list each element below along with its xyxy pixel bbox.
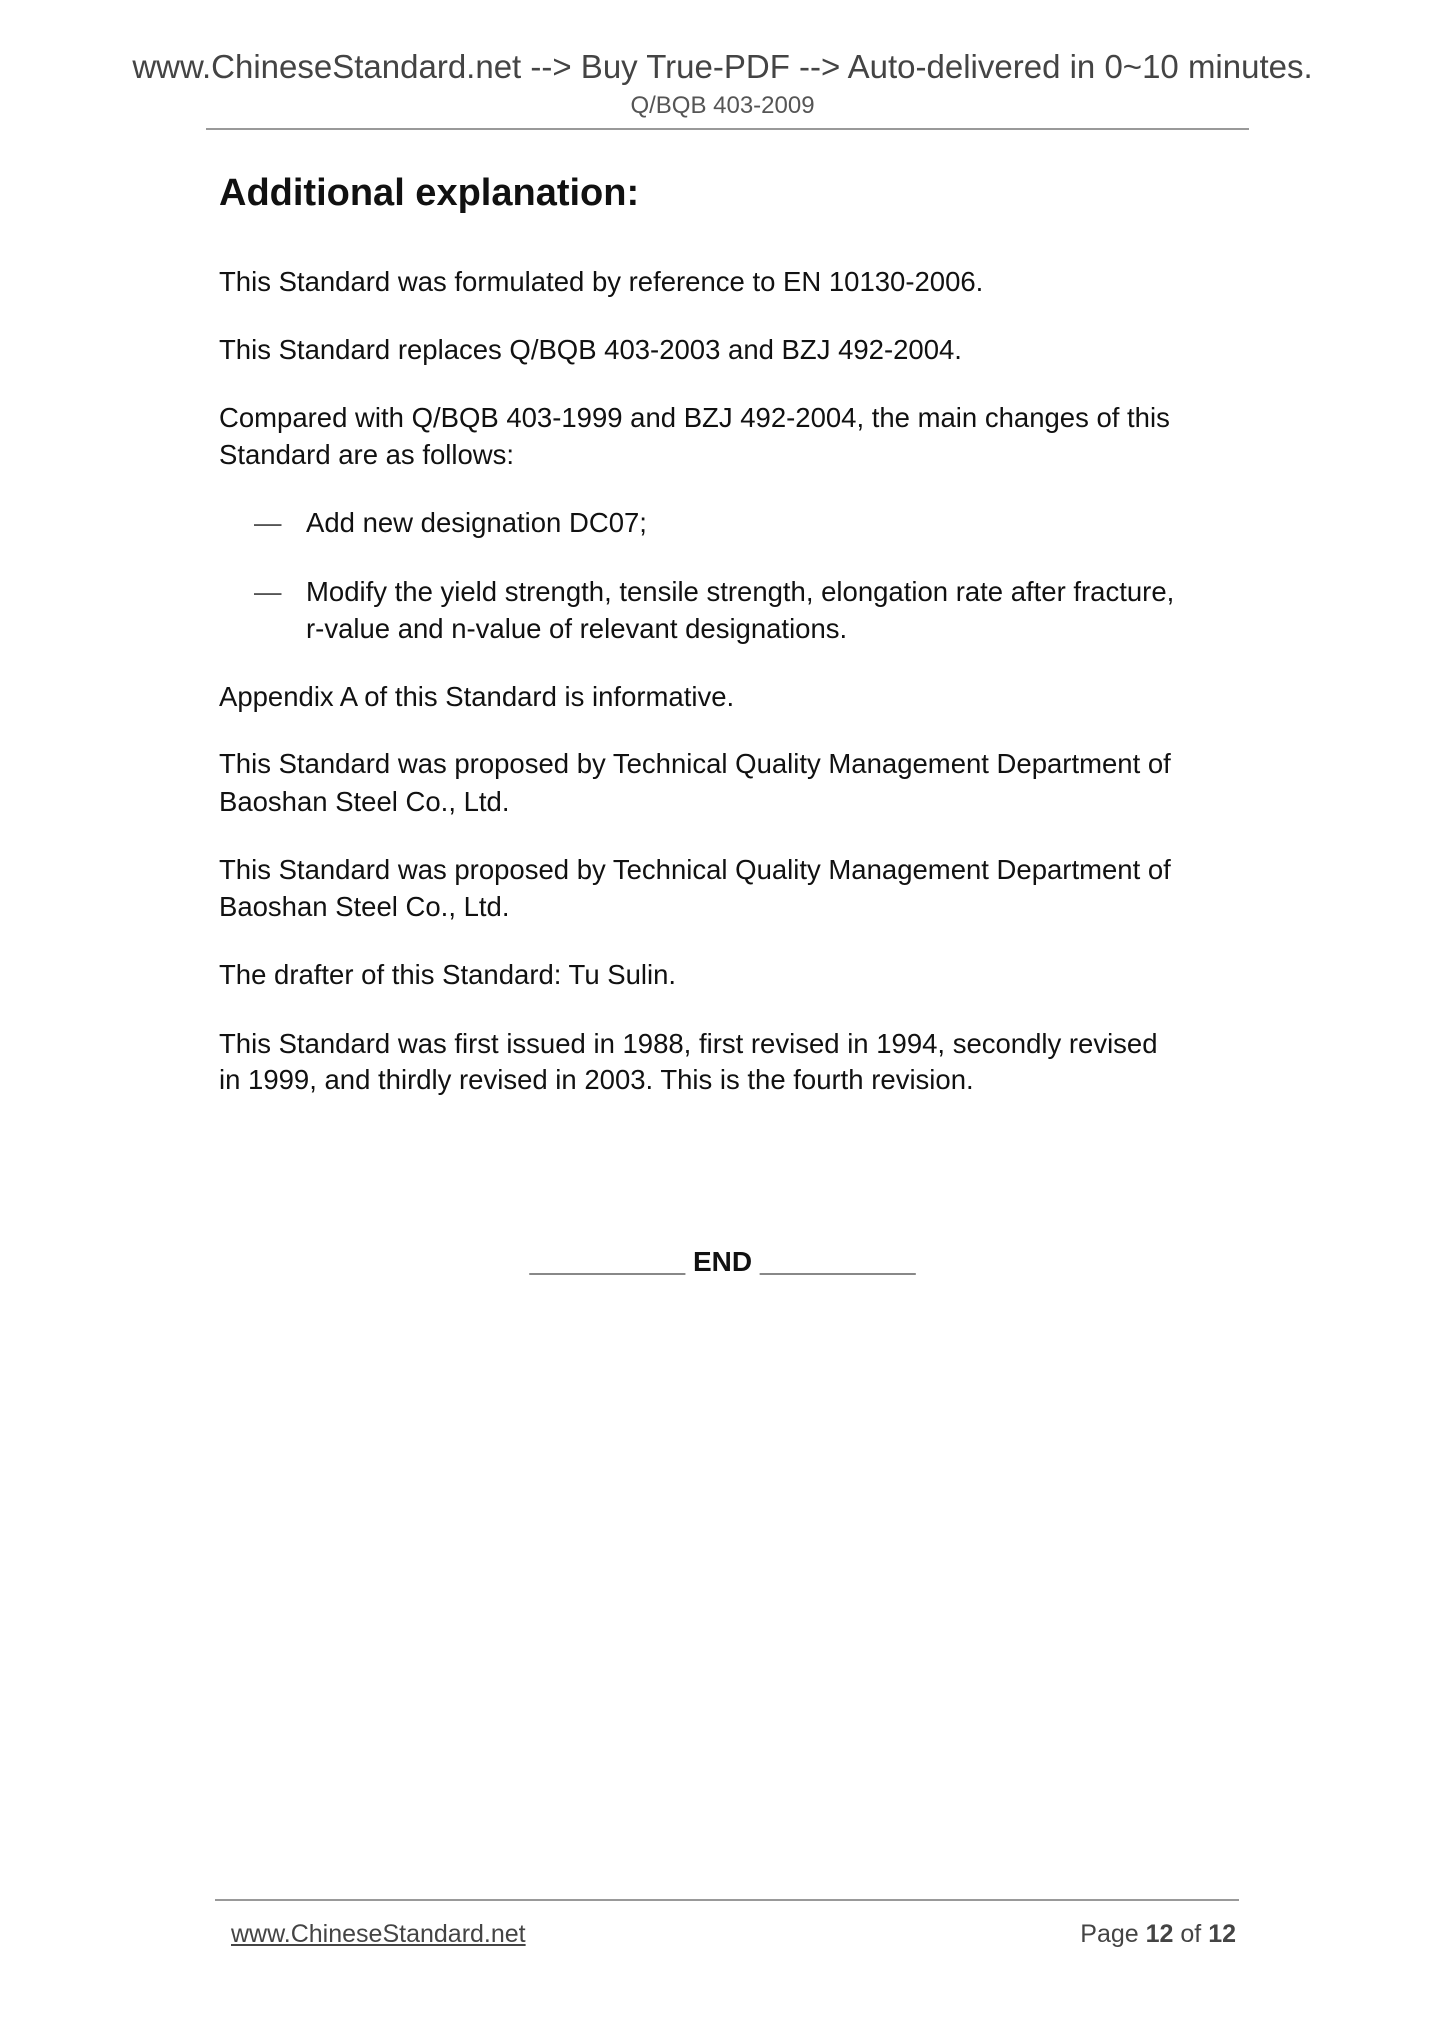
list-dash: — [254,507,282,538]
paragraph: Standard are as follows: [219,439,515,470]
page-number [1080,1920,1236,1949]
list-item: Add new designation DC07; [306,507,647,538]
current-page: 12 [1145,1920,1174,1948]
header-divider [206,128,1249,130]
list-item: Modify the yield strength, tensile strength, elongation rate after fracture, [306,576,1175,607]
header-banner: www.ChineseStandard.net --> Buy True-PDF --> Auto-delivered in 0~10 minutes. [132,48,1313,85]
paragraph: This Standard was proposed by Technical Quality Management Department of [219,854,1171,885]
document-code: Q/BQB 403-2009 [630,92,815,119]
paragraph: Baoshan Steel Co., Ltd. [219,891,510,922]
paragraph: This Standard was first issued in 1988, first revised in 1994, secondly revised [219,1028,1158,1059]
paragraph: This Standard was proposed by Technical Quality Management Department of [219,748,1171,779]
paragraph: in 1999, and thirdly revised in 2003. This is the fourth revision. [219,1064,974,1095]
paragraph: The drafter of this Standard: Tu Sulin. [219,959,677,990]
paragraph: Baoshan Steel Co., Ltd. [219,786,510,817]
list-item-continued: r-value and n-value of relevant designations. [306,613,848,644]
list-dash: — [254,576,282,607]
footer-link-wrap [231,1920,526,1949]
paragraph: Compared with Q/BQB 403-1999 and BZJ 492-2004, the main changes of this [219,402,1170,433]
paragraph: This Standard replaces Q/BQB 403-2003 and BZJ 492-2004. [219,334,962,365]
total-pages: 12 [1208,1920,1236,1948]
page-prefix: Page [1080,1920,1139,1948]
paragraph: This Standard was formulated by reference to EN 10130-2006. [219,266,984,297]
page-of: of [1180,1920,1202,1948]
footer-link[interactable]: www.ChineseStandard.net [231,1920,526,1948]
footer-divider [215,1899,1239,1901]
paragraph: Appendix A of this Standard is informative. [219,681,735,712]
end-marker: __________ END __________ [529,1246,916,1277]
section-title: Additional explanation: [219,172,640,214]
